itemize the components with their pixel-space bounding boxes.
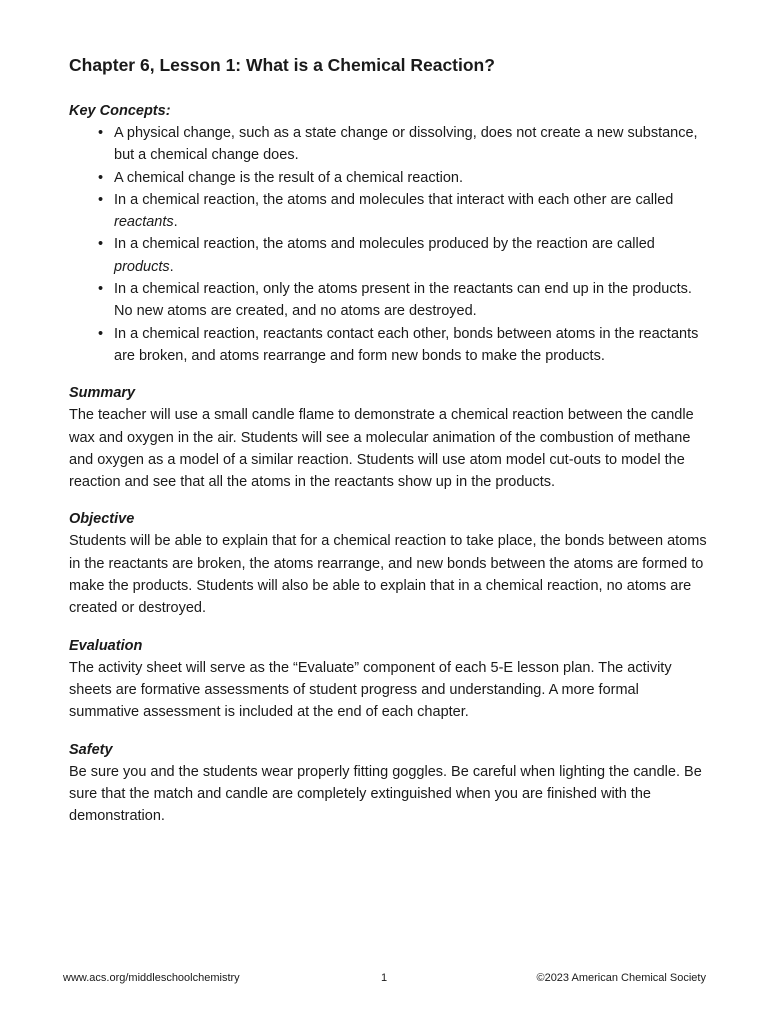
list-item: • A physical change, such as a state change or dissolving, does not create a new substance, but a chemical change does.: [114, 122, 709, 167]
bullet-icon: •: [98, 125, 104, 141]
footer-copyright: ©2023 American Chemical Society: [536, 972, 706, 984]
list-item: • In a chemical reaction, only the atoms present in the reactants can end up in the products. No new atoms are created, and no atoms are destroyed.: [114, 278, 709, 323]
bullet-icon: •: [98, 236, 104, 253]
list-item: • In a chemical reaction, the atoms and molecules that interact with each other are called reactants.: [114, 189, 709, 234]
objective-section: [69, 508, 709, 619]
key-concepts-list: [69, 122, 709, 367]
objective-heading: Objective: [69, 511, 135, 528]
safety-heading: Safety: [69, 741, 113, 758]
bullet-icon: •: [98, 191, 104, 208]
objective-text: Students will be able to explain that for a chemical reaction to take place, the bonds between atoms in the reactants are broken, the atoms rearrange, and new bonds between the atoms are formed to make the products. Students will also be able to explain that in a chemical reaction, no atoms are created or destroyed.: [69, 533, 707, 617]
safety-section: [69, 739, 709, 828]
list-item: • A chemical change is the result of a chemical reaction.: [114, 167, 709, 189]
evaluation-section: [69, 635, 709, 724]
safety-text: Be sure you and the students wear properly fitting goggles. Be careful when lighting the candle. Be sure that the match and candle are completely extinguished when you are finished with the demonstration.: [69, 763, 702, 825]
page-content: [69, 52, 709, 827]
footer-url[interactable]: www.acs.org/middleschoolchemistry: [63, 972, 240, 984]
list-item: • In a chemical reaction, reactants contact each other, bonds between atoms in the reactants are broken, and atoms rearrange and form new bonds to make the products.: [114, 323, 709, 368]
summary-heading: Summary: [69, 385, 136, 402]
page-title: Chapter 6, Lesson 1: What is a Chemical Reaction?: [69, 55, 495, 75]
summary-text: The teacher will use a small candle flame to demonstrate a chemical reaction between the candle wax and oxygen in the air. Students will see a molecular animation of the combustion of methane and oxygen as a model of a similar reaction. Students will use atom model cut-outs to model the reaction and see that all the atoms in the reactants show up in the products.: [69, 407, 694, 491]
summary-section: [69, 382, 709, 493]
list-item: • In a chemical reaction, the atoms and molecules produced by the reaction are called products.: [114, 233, 709, 278]
bullet-icon: •: [98, 169, 104, 186]
key-concepts-heading: Key Concepts:: [69, 103, 171, 119]
bullet-icon: •: [98, 281, 104, 298]
key-concepts-section: [69, 100, 709, 367]
evaluation-text: The activity sheet will serve as the “Evaluate” component of each 5-E lesson plan. The activity sheets are formative assessments of student progress and understanding. A more formal summative assessment is included at the end of each chapter.: [69, 659, 672, 721]
evaluation-heading: Evaluation: [69, 637, 143, 654]
page-number: 1: [381, 972, 388, 984]
bullet-icon: •: [98, 325, 104, 342]
